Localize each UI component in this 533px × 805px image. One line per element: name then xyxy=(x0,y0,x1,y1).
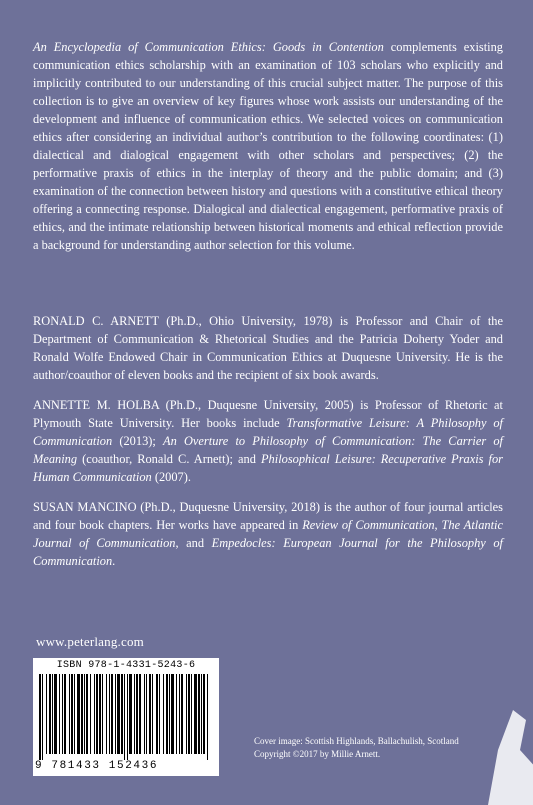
barcode-bar xyxy=(111,674,113,754)
barcode-bar xyxy=(198,674,200,754)
barcode-bar xyxy=(181,674,183,754)
intro-text: complements existing communication ethics scholarship with an examination of 103 scholars who explicitly and implicitly contributed to our understanding of this crucial subject matter. The purpose of this collection is to give an overview of key figures whose work assists our understanding of the development and influence of communication ethics. We selected voices on communication ethics after considering an individual author’s contribution to the following coordinates: (1) dialectical and dialogical engagement with other scholars and perspectives; (2) the performative praxis of ethics in the interplay of theory and the public domain; and (3) examination of the connection between history and questions with a constitutive ethical theory offering a connecting response. Dialogical and dialectical engagement, performative praxis of ethics, and the intimate relationship between historical moments and ethical reflection provide a background for understanding author selection for this volume. xyxy=(33,40,503,252)
book-title: An Overture to Philosophy of Communication: The Carrier of Meaning xyxy=(33,434,503,466)
barcode-bar xyxy=(121,674,123,754)
barcode-bar xyxy=(74,674,75,754)
barcode-bar xyxy=(59,674,60,754)
barcode-bar xyxy=(156,674,158,754)
barcode-bar xyxy=(42,674,43,760)
cover-credit xyxy=(254,735,470,761)
barcode-bar xyxy=(96,674,98,754)
barcode-bar xyxy=(64,674,66,754)
barcode-bar xyxy=(127,674,128,760)
barcode-bar xyxy=(54,674,57,754)
barcode-bar xyxy=(207,674,208,760)
barcode-bar xyxy=(188,674,190,754)
barcode-bar xyxy=(152,674,153,754)
bio-arnett: RONALD C. ARNETT (Ph.D., Ohio University, 1978) is Professor and Chair of the Department of Communication & Rhetorical Studies and the Patricia Doherty Yoder and Ronald Wolfe Endowed Chair in Communication Ethics at Duquesne University. He is the author/coauthor of eleven books and the recipient of six book awards. xyxy=(33,314,503,382)
barcode-bar xyxy=(124,674,125,760)
barcode-bar xyxy=(163,674,164,754)
intro-paragraph xyxy=(33,38,503,254)
barcode-bar xyxy=(129,674,132,754)
barcode-bar xyxy=(146,674,147,754)
barcode-bar xyxy=(62,674,63,754)
barcode-bar xyxy=(84,674,85,754)
bio-mancino: SUSAN MANCINO (Ph.D., Duquesne University, 2018) is the author of four journal articles and four book chapters. Her works have appeared in Review of Communication, The Atlantic Journal of Communication, and Empedocles: European Journal for the Philosophy of Communication. xyxy=(33,500,503,568)
barcode-bar xyxy=(81,674,83,754)
barcode-bar xyxy=(179,674,180,754)
book-title: An Encyclopedia of Communication Ethics: Goods in Contention xyxy=(33,40,384,54)
barcode-bar xyxy=(99,674,101,754)
barcode-bar xyxy=(194,674,197,754)
barcode-bar xyxy=(186,674,187,754)
journal-title: The Atlantic Journal of Communication xyxy=(33,518,503,550)
barcode-bar xyxy=(201,674,202,754)
barcode-bar xyxy=(39,674,41,760)
barcode-bar xyxy=(90,674,91,754)
cover-credit-line1: Cover image: Scottish Highlands, Ballachulish, Scotland xyxy=(254,736,459,746)
cover-credit-line2: Copyright ©2017 by Millie Arnett. xyxy=(254,749,381,759)
isbn-digits: 9 781433 152436 xyxy=(35,760,159,772)
barcode-bars xyxy=(39,674,213,760)
barcode-bar xyxy=(134,674,135,754)
barcode-bar xyxy=(117,674,120,754)
journal-title: Review of Communication xyxy=(302,518,435,532)
barcode-bar xyxy=(86,674,88,754)
barcode-bar xyxy=(169,674,170,754)
barcode-bar xyxy=(144,674,145,754)
isbn-label: ISBN 978-1-4331-5243-6 xyxy=(56,660,196,671)
publisher-url: www.peterlang.com xyxy=(36,634,144,649)
barcode-bar xyxy=(203,674,205,754)
bio-holba: ANNETTE M. HOLBA (Ph.D., Duquesne University, 2005) is Professor of Rhetoric at Plymouth State University. Her books include Transformative Leisure: A Philosophy of Communication (2013); An Overture to Philosophy of Communication: The Carrier of Meaning (coauthor, Ronald C. Arnett); and Philosophical Leisure: Recuperative Praxis for Human Communication (2007). xyxy=(33,398,504,484)
barcode-bar xyxy=(109,674,110,754)
barcode-bar xyxy=(46,674,47,754)
barcode-bar xyxy=(176,674,177,754)
barcode-bar xyxy=(115,674,116,754)
barcode-bar xyxy=(106,674,107,754)
barcode-bar xyxy=(69,674,70,754)
barcode-bar xyxy=(159,674,160,754)
barcode-bar xyxy=(102,674,103,754)
barcode-bar xyxy=(136,674,138,754)
barcode-bar xyxy=(49,674,51,754)
book-title: Philosophical Leisure: Recuperative Praxis for Human Communication xyxy=(33,452,504,484)
barcode-bar xyxy=(171,674,174,754)
barcode-bar xyxy=(149,674,151,754)
barcode-bar xyxy=(139,674,141,754)
barcode-bar xyxy=(77,674,80,754)
barcode-bar xyxy=(166,674,168,754)
barcode-bar xyxy=(94,674,95,754)
corner-art-shape xyxy=(468,710,533,805)
barcode-bar xyxy=(191,674,192,754)
isbn-barcode xyxy=(33,658,219,776)
journal-title: Empedocles: European Journal for the Philosophy of Communication xyxy=(33,536,503,568)
barcode-bar xyxy=(71,674,73,754)
barcode-bar xyxy=(52,674,53,754)
book-title: Transformative Leisure: A Philosophy of Communication xyxy=(33,416,503,448)
